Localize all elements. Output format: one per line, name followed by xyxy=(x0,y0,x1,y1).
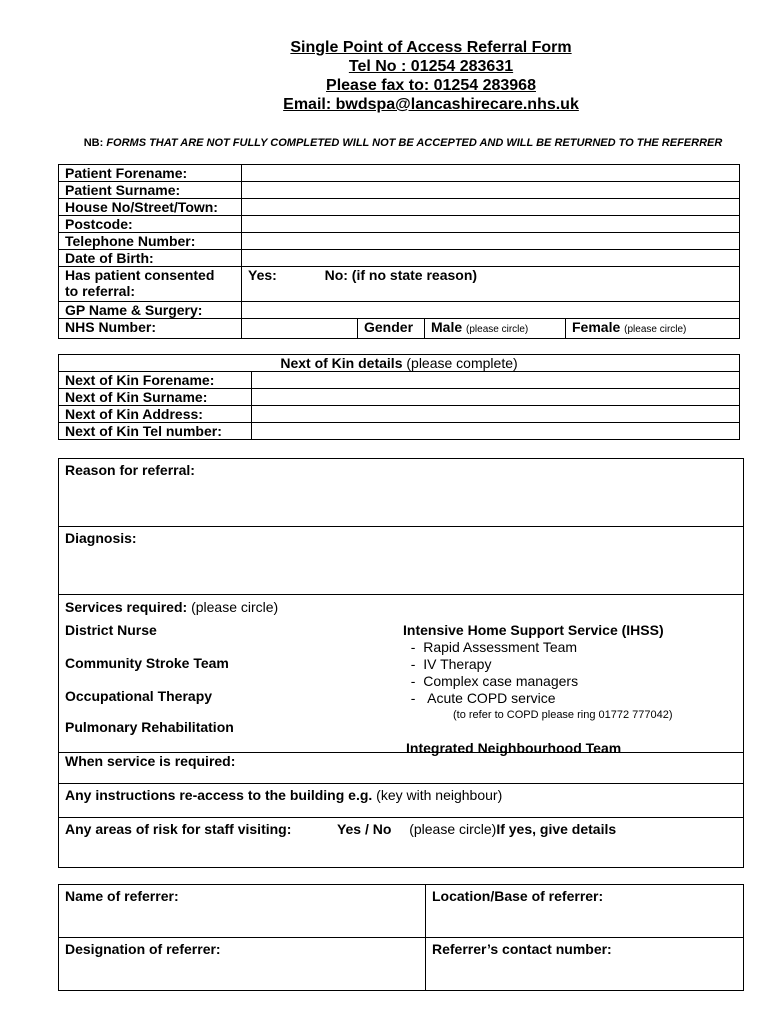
email-line: Email: bwdspa@lancashirecare.nhs.uk xyxy=(283,96,579,113)
risk-details: If yes, give details xyxy=(496,821,617,837)
ihss-item[interactable]: - Rapid Assessment Team xyxy=(403,639,578,655)
consent-yes[interactable]: Yes: xyxy=(248,267,277,283)
postcode-label: Postcode: xyxy=(59,216,242,233)
telephone-label: Telephone Number: xyxy=(59,233,242,250)
diagnosis-field[interactable] xyxy=(59,527,744,595)
service-ihss[interactable]: Intensive Home Support Service (IHSS) xyxy=(403,622,664,638)
kin-address-field[interactable] xyxy=(252,406,740,423)
telephone-field[interactable] xyxy=(242,233,740,250)
access-field[interactable] xyxy=(59,784,744,818)
female-label: Female xyxy=(572,319,621,335)
gender-label: Gender xyxy=(358,319,425,339)
kin-heading-text: Next of Kin details xyxy=(280,355,403,371)
patient-surname-field[interactable] xyxy=(242,182,740,199)
referral-details-table xyxy=(58,458,744,868)
address-label: House No/Street/Town: xyxy=(59,199,242,216)
kin-forename-label: Next of Kin Forename: xyxy=(59,372,252,389)
kin-surname-field[interactable] xyxy=(252,389,740,406)
address-field[interactable] xyxy=(242,199,740,216)
services-note: (please circle) xyxy=(191,599,279,615)
postcode-field[interactable] xyxy=(242,216,740,233)
next-of-kin-table xyxy=(58,354,740,440)
kin-forename-field[interactable] xyxy=(252,372,740,389)
patient-forename-field[interactable] xyxy=(242,165,740,182)
kin-tel-label: Next of Kin Tel number: xyxy=(59,423,252,440)
services-label: Services required: xyxy=(65,599,188,615)
nhs-label: NHS Number: xyxy=(59,319,242,339)
fax-line: Please fax to: 01254 283968 xyxy=(326,77,536,94)
referrer-location-field[interactable] xyxy=(426,885,744,938)
reason-field[interactable] xyxy=(59,459,744,527)
gp-label: GP Name & Surgery: xyxy=(59,302,242,319)
when-field[interactable] xyxy=(59,753,744,784)
risk-note: (please circle) xyxy=(409,821,497,837)
nhs-field[interactable] xyxy=(242,319,358,339)
patient-surname-label: Patient Surname: xyxy=(59,182,242,199)
kin-tel-field[interactable] xyxy=(252,423,740,440)
gp-field[interactable] xyxy=(242,302,740,319)
risk-label: Any areas of risk for staff visiting: xyxy=(65,821,292,837)
female-note: (please circle) xyxy=(624,324,687,335)
referrer-contact-label: Referrer’s contact number: xyxy=(432,941,612,957)
ihss-item[interactable]: - IV Therapy xyxy=(403,656,492,672)
access-note: (key with neighbour) xyxy=(376,787,503,803)
kin-address-label: Next of Kin Address: xyxy=(59,406,252,423)
service-neighbourhood[interactable]: Integrated Neighbourhood Team xyxy=(406,740,622,756)
kin-heading-note: (please complete) xyxy=(406,355,518,371)
ihss-item[interactable]: - Acute COPD service xyxy=(403,690,556,706)
male-option[interactable] xyxy=(425,319,566,339)
consent-label xyxy=(59,267,242,302)
male-note: (please circle) xyxy=(466,324,529,335)
kin-surname-label: Next of Kin Surname: xyxy=(59,389,252,406)
referrer-table xyxy=(58,884,744,991)
copd-note: (to refer to COPD please ring 01772 777042) xyxy=(453,709,673,721)
when-label: When service is required: xyxy=(65,753,236,769)
referrer-name-field[interactable] xyxy=(59,885,426,938)
referrer-name-label: Name of referrer: xyxy=(65,888,179,904)
service-district-nurse[interactable]: District Nurse xyxy=(65,622,157,638)
notice-lead: NB: xyxy=(83,137,104,149)
referrer-designation-label: Designation of referrer: xyxy=(65,941,221,957)
ihss-list xyxy=(403,639,733,707)
diagnosis-label: Diagnosis: xyxy=(65,530,137,546)
referrer-location-label: Location/Base of referrer: xyxy=(432,888,604,904)
form-title: Single Point of Access Referral Form xyxy=(290,39,572,56)
consent-label-line-1: Has patient consented xyxy=(65,267,215,283)
male-label: Male xyxy=(431,319,463,335)
patient-details-table xyxy=(58,164,740,339)
patient-forename-label: Patient Forename: xyxy=(59,165,242,182)
consent-no[interactable]: No: (if no state reason) xyxy=(324,267,478,283)
consent-label-line-2: to referral: xyxy=(65,283,136,299)
risk-options[interactable]: Yes / No xyxy=(336,821,392,837)
risk-field[interactable] xyxy=(59,818,744,868)
female-option[interactable] xyxy=(566,319,740,339)
form-header xyxy=(0,38,770,114)
referrer-designation-field[interactable] xyxy=(59,938,426,991)
consent-field[interactable] xyxy=(242,267,740,302)
dob-label: Date of Birth: xyxy=(59,250,242,267)
service-pulmonary-rehab[interactable]: Pulmonary Rehabilitation xyxy=(65,719,234,735)
service-occupational-therapy[interactable]: Occupational Therapy xyxy=(65,688,213,704)
services-section xyxy=(59,595,744,756)
access-label: Any instructions re-access to the building e.g. xyxy=(65,787,373,803)
completion-notice xyxy=(62,136,744,150)
telephone-line: Tel No : 01254 283631 xyxy=(348,58,514,75)
reason-label: Reason for referral: xyxy=(65,462,195,478)
referrer-contact-field[interactable] xyxy=(426,938,744,991)
service-community-stroke[interactable]: Community Stroke Team xyxy=(65,655,229,671)
kin-heading xyxy=(59,355,740,372)
notice-text: FORMS THAT ARE NOT FULLY COMPLETED WILL NOT BE ACCEPTED AND WILL BE RETURNED TO THE REFERRER xyxy=(106,137,723,149)
dob-field[interactable] xyxy=(242,250,740,267)
ihss-item[interactable]: - Complex case managers xyxy=(403,673,579,689)
